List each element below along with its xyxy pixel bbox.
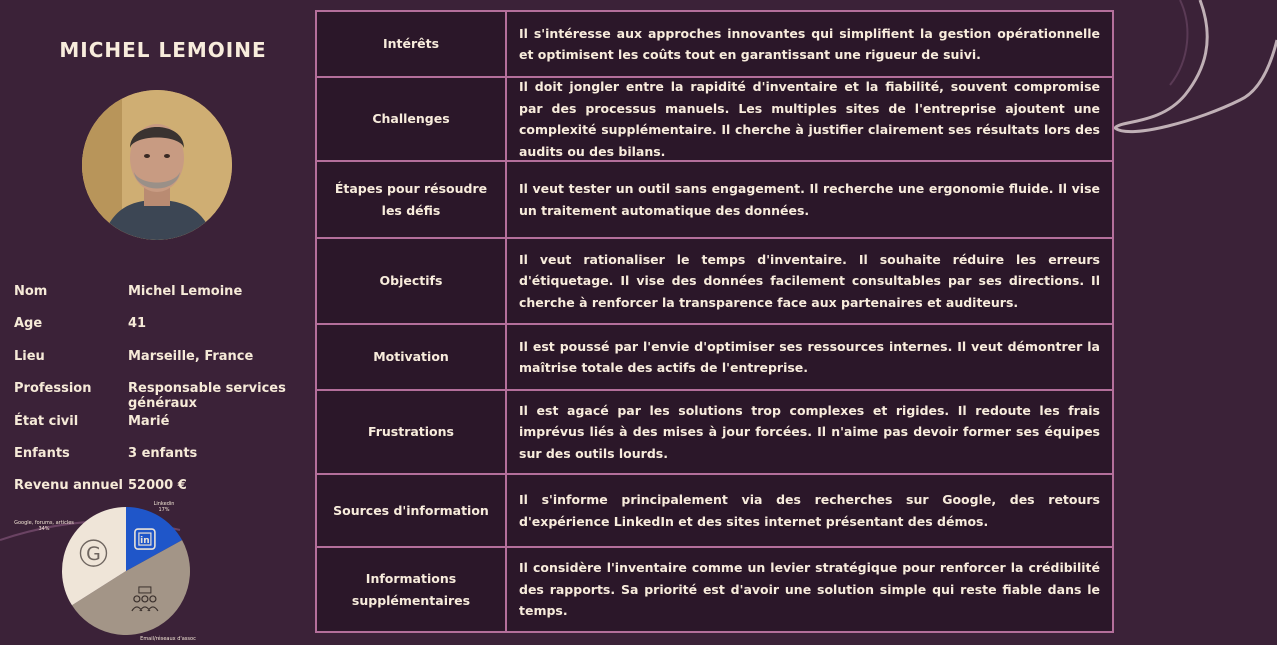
row-header: Informations supplémentaires bbox=[317, 548, 507, 631]
info-value: 3 enfants bbox=[128, 445, 198, 461]
table-row-interests bbox=[317, 12, 1112, 78]
table-row-information-sources bbox=[317, 475, 1112, 548]
information-sources-chart bbox=[0, 500, 220, 645]
table-row-challenges bbox=[317, 78, 1112, 162]
svg-text:G: G bbox=[86, 543, 101, 566]
info-label: Age bbox=[14, 316, 43, 332]
svg-text:in: in bbox=[140, 536, 150, 547]
table-row-objectives bbox=[317, 239, 1112, 325]
table-row-additional-info bbox=[317, 548, 1112, 631]
row-content: Il est agacé par les solutions trop complexes et rigides. Il redoute les frais imprévus liés à des mises à jour forcées. Il n'aime pas devoir former ses équipes sur des outils lourds. bbox=[519, 402, 1100, 461]
avatar bbox=[82, 90, 232, 240]
row-header: Objectifs bbox=[317, 239, 507, 323]
info-value: Responsable services généraux bbox=[128, 381, 286, 412]
info-row-age bbox=[14, 316, 304, 348]
pie-label-text: Google, forums, articles bbox=[14, 520, 74, 526]
row-header: Frustrations bbox=[317, 391, 507, 473]
info-value: 52000 € bbox=[128, 478, 187, 494]
row-content: Il veut rationaliser le temps d'inventaire. Il souhaite réduire les erreurs d'étiquetage. Il vise des données facilement consultables par ses directions. Il cherche à renforcer la transparence face aux partenaires et auditeurs. bbox=[519, 251, 1100, 310]
row-header: Challenges bbox=[317, 78, 507, 160]
info-row-profession bbox=[14, 381, 304, 413]
pie-label-text: Email/réseaux d'assoc bbox=[140, 636, 196, 642]
info-row-children bbox=[14, 446, 304, 478]
info-label: Lieu bbox=[14, 348, 45, 364]
pie-label-linkedin bbox=[142, 501, 186, 513]
row-content: Il veut tester un outil sans engagement. Il recherche une ergonomie fluide. Il vise un traitement automatique des données. bbox=[519, 181, 1100, 218]
info-label: État civil bbox=[14, 413, 79, 429]
table-row-frustrations bbox=[317, 391, 1112, 475]
row-content: Il doit jongler entre la rapidité d'inventaire et la fiabilité, souvent compromise par des processus manuels. Les multiples sites de l'entreprise ajoutent une complexité supplémentaire. Il cherche à justifier clairement ses résultats lors des audits ou des bilans. bbox=[519, 79, 1100, 159]
info-row-name bbox=[14, 284, 304, 316]
pie-label-text: Linkedin bbox=[153, 501, 175, 507]
row-header: Étapes pour résoudre les défis bbox=[317, 162, 507, 237]
persona-profile bbox=[0, 0, 300, 645]
pie-label-value: 17% bbox=[158, 507, 170, 513]
info-row-location bbox=[14, 349, 304, 381]
info-label: Revenu annuel bbox=[14, 478, 123, 494]
avatar-portrait bbox=[82, 90, 232, 240]
table-row-steps bbox=[317, 162, 1112, 239]
row-content: Il considère l'inventaire comme un levier stratégique pour renforcer la crédibilité des rapports. Sa priorité est d'avoir une solution simple qui reste fiable dans le temps. bbox=[519, 560, 1100, 619]
info-value: Michel Lemoine bbox=[128, 284, 243, 299]
info-value: 41 bbox=[128, 316, 147, 332]
info-value: Marseille, France bbox=[128, 348, 254, 364]
info-label: Enfants bbox=[14, 445, 70, 461]
info-value: Marié bbox=[128, 413, 170, 429]
pie-label-google bbox=[14, 520, 74, 532]
info-row-marital-status bbox=[14, 414, 304, 446]
info-label: Nom bbox=[14, 284, 48, 299]
persona-table bbox=[315, 10, 1114, 633]
row-content: Il s'intéresse aux approches innovantes qui simplifient la gestion opérationnelle et optimisent les coûts tout en garantissant une rigueur de suivi. bbox=[519, 25, 1100, 62]
row-content: Il s'informe principalement via des recherches sur Google, des retours d'expérience LinkedIn et des sites internet présentant des démos. bbox=[519, 492, 1100, 529]
row-content: Il est poussé par l'envie d'optimiser ses ressources internes. Il veut démontrer la maîtrise totale des actifs de l'entreprise. bbox=[519, 338, 1100, 375]
row-header: Intérêts bbox=[317, 12, 507, 76]
info-label: Profession bbox=[14, 381, 92, 397]
pie-label-value: 34% bbox=[38, 526, 50, 532]
pie-label-email bbox=[136, 636, 200, 642]
table-row-motivation bbox=[317, 325, 1112, 391]
persona-info-list bbox=[14, 284, 304, 511]
row-header: Sources d'information bbox=[317, 475, 507, 546]
row-header: Motivation bbox=[317, 325, 507, 389]
persona-name: MICHEL LEMOINE bbox=[59, 38, 267, 62]
